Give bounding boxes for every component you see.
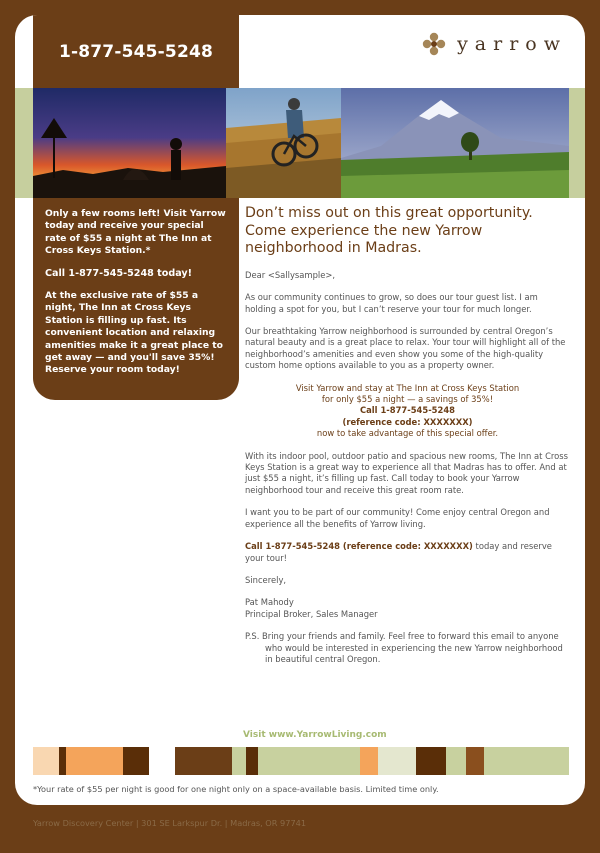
postscript: P.S. Bring your friends and family. Feel free to forward this email to anyone who would be interested in experiencing the new Yarrow neighborhood in beautiful central Oregon.	[245, 631, 563, 664]
visit-prefix: Visit	[243, 730, 269, 740]
paragraph-4: I want you to be part of our community! Come enjoy central Oregon and experience all the benefits of Yarrow living.	[245, 507, 550, 529]
signature	[245, 597, 570, 620]
sidebar-intro: Only a few rooms left! Visit Yarrow today and receive your special rate of $55 a night at The Inn at Cross Keys Station.*	[45, 208, 226, 257]
yarrow-logo[interactable]	[421, 31, 567, 57]
yarrow-flower-icon	[421, 31, 447, 57]
rate-footnote: *Your rate of $55 per night is good for one night only on a space-available basis. Limited time only.	[33, 784, 439, 794]
visit-website	[243, 730, 387, 740]
signer-name: Pat Mahody	[245, 597, 294, 608]
greeting: Dear <Sallysample>,	[245, 269, 336, 280]
paragraph-3: With its indoor pool, outdoor patio and spacious new rooms, The Inn at Cross Keys Station is a great way to experience all that Madras has to offer. And at just $55 a night, it’s filling up fast. Call today to book your Yarrow neighborhood tour and receive this great room rate.	[245, 450, 569, 495]
decorative-stripe-band	[33, 747, 569, 775]
offer-line-1: Visit Yarrow and stay at The Inn at Cross Keys Station	[295, 382, 520, 393]
campsite-sunset-photo	[33, 88, 226, 198]
sidebar-call-line[interactable]: Call 1-877-545-5248 today!	[45, 267, 192, 279]
signer-title: Principal Broker, Sales Manager	[245, 608, 378, 619]
footer-address: Yarrow Discovery Center | 301 SE Larkspur Dr. | Madras, OR 97741	[33, 818, 307, 828]
photo-band	[15, 88, 585, 198]
letter-headline: Don’t miss out on this great opportunity. Come experience the new Yarrow neighborhood in Madras.	[245, 205, 533, 257]
mountain-meadow-photo	[341, 88, 569, 198]
mountain-biker-photo	[226, 88, 341, 198]
special-offer	[245, 383, 570, 440]
cta-call-number[interactable]: Call 1-877-545-5248 (reference code: XXXXXXX)	[245, 541, 473, 552]
offer-line-3: now to take advantage of this special offer.	[316, 428, 499, 439]
letter-body	[245, 205, 570, 676]
website-link[interactable]: www.YarrowLiving.com	[268, 730, 387, 740]
closing: Sincerely,	[245, 574, 287, 585]
email-card	[15, 15, 585, 805]
logo-wordmark: yarrow	[457, 33, 567, 55]
paragraph-2: Our breathtaking Yarrow neighborhood is surrounded by central Oregon’s natural beauty and is a great place to relax. Your tour will highlight all of the neighborhood’s amenities and even show you some of the high-quality custom home options available to you as a property owner.	[245, 326, 566, 371]
offer-call[interactable]: Call 1-877-545-5248	[360, 405, 455, 416]
offer-line-2: for only $55 a night — a savings of 35%!	[321, 394, 494, 405]
paragraph-1: As our community continues to grow, so does our tour guest list. I am holding a spot for you, but I can’t reserve your tour for much longer.	[245, 292, 538, 314]
sidebar-promo	[33, 198, 239, 400]
offer-reference-code: (reference code: XXXXXXX)	[342, 416, 473, 427]
cta-rest: today and reserve your tour!	[245, 541, 552, 563]
header-phone-number[interactable]: 1-877-545-5248	[33, 15, 239, 89]
sidebar-body: At the exclusive rate of $55 a night, The Inn at Cross Keys Station is filling up fast. Its convenient location and relaxing amenities make it a great place to get away — and you'll save 35%! Reserve your room today!	[45, 290, 223, 376]
call-to-action	[245, 541, 570, 564]
